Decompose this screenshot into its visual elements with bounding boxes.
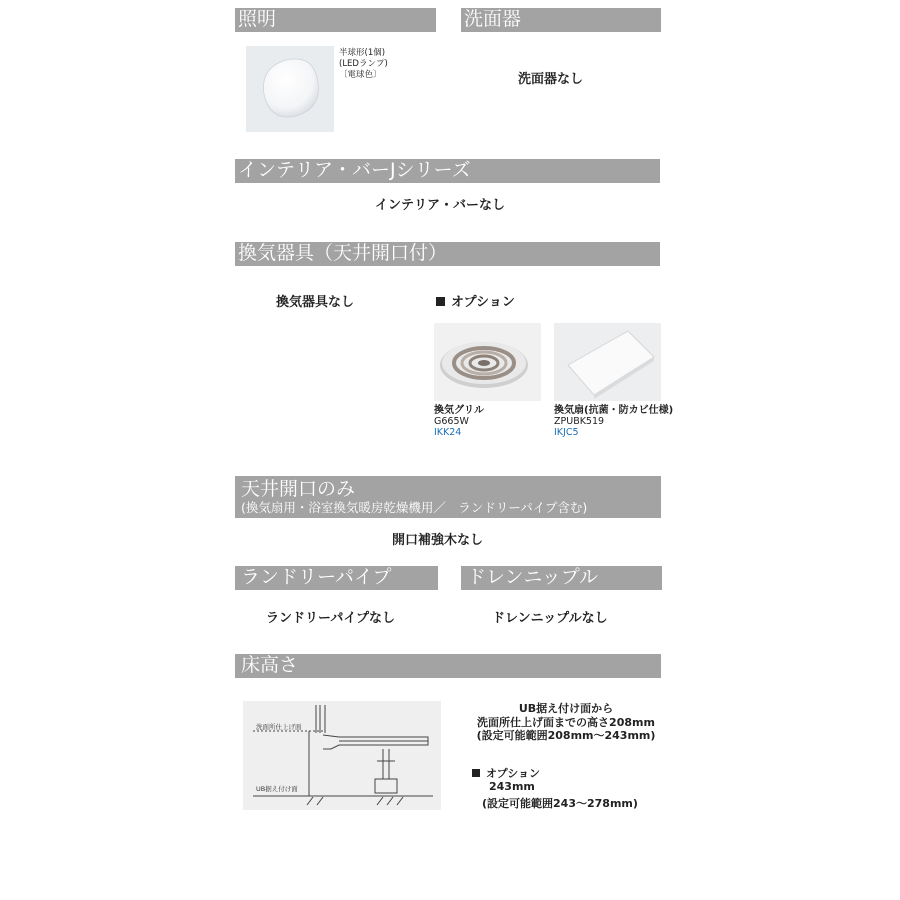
- bullet-square-icon: [472, 769, 480, 777]
- floor-height-diagram: [243, 701, 441, 810]
- bullet-square-icon: [436, 297, 445, 306]
- interior-bar-value: インテリア・バーなし: [375, 198, 506, 213]
- drain-value: ドレンニップルなし: [492, 611, 608, 626]
- section-header-drain: ドレンニップル: [461, 566, 662, 590]
- section-header-lighting: 照明: [235, 8, 436, 32]
- vent-value: 換気器具なし: [276, 295, 355, 310]
- section-header-washbasin: 洗面器: [461, 8, 661, 32]
- lighting-desc-1: 半球形(1個): [339, 48, 386, 58]
- vent-option-1-model: G665W: [434, 416, 469, 427]
- laundry-value: ランドリーパイプなし: [266, 611, 395, 626]
- floor-desc-line-3: (設定可能範囲208mm～243mm): [476, 729, 656, 742]
- lighting-photo: [246, 46, 334, 132]
- floor-option-label: オプション: [472, 765, 540, 781]
- floor-diagram-top-label: 洗面所仕上げ面: [256, 723, 302, 731]
- vent-grille-photo: [434, 323, 541, 401]
- vent-option-2-model: ZPUBK519: [554, 416, 605, 427]
- ceiling-opening-subtitle: (換気扇用・浴室換気暖房乾燥機用／ ランドリーパイプ含む): [241, 500, 588, 515]
- vent-option-2-name: 換気扇(抗菌・防カビ仕様): [554, 405, 674, 416]
- floor-desc-line-1: UB据え付け面から: [518, 702, 614, 715]
- vent-fan-photo: [554, 323, 661, 401]
- floor-option-line-2: (設定可能範囲243～278mm): [482, 797, 638, 810]
- vent-option-1-name: 換気グリル: [434, 405, 484, 416]
- section-header-laundry: ランドリーパイプ: [235, 566, 438, 590]
- washbasin-value: 洗面器なし: [518, 72, 584, 87]
- floor-description: [468, 702, 664, 743]
- vent-option-label: オプション: [436, 291, 515, 310]
- section-header-interior-bar: インテリア・バーJシリーズ: [235, 159, 660, 183]
- vent-option-1-code: IKK24: [434, 427, 462, 438]
- floor-diagram-bottom-label: UB据え付け面: [256, 785, 298, 793]
- floor-option-line-1: 243mm: [489, 780, 535, 793]
- section-header-vent: 換気器具（天井開口付）: [235, 242, 660, 266]
- vent-option-1: [434, 405, 484, 438]
- vent-option-2-code: IKJC5: [554, 427, 579, 438]
- lighting-desc-2: (LEDランプ): [339, 59, 388, 69]
- floor-desc-line-2: 洗面所仕上げ面までの高さ208mm: [477, 715, 655, 729]
- ceiling-opening-value: 開口補強木なし: [392, 533, 484, 548]
- section-header-floor: 床高さ: [235, 654, 661, 678]
- section-header-ceiling-opening: [235, 476, 661, 518]
- vent-option-2: [554, 405, 673, 438]
- lighting-desc-3: 〔電球色〕: [339, 70, 382, 80]
- ceiling-opening-title: 天井開口のみ: [241, 478, 356, 500]
